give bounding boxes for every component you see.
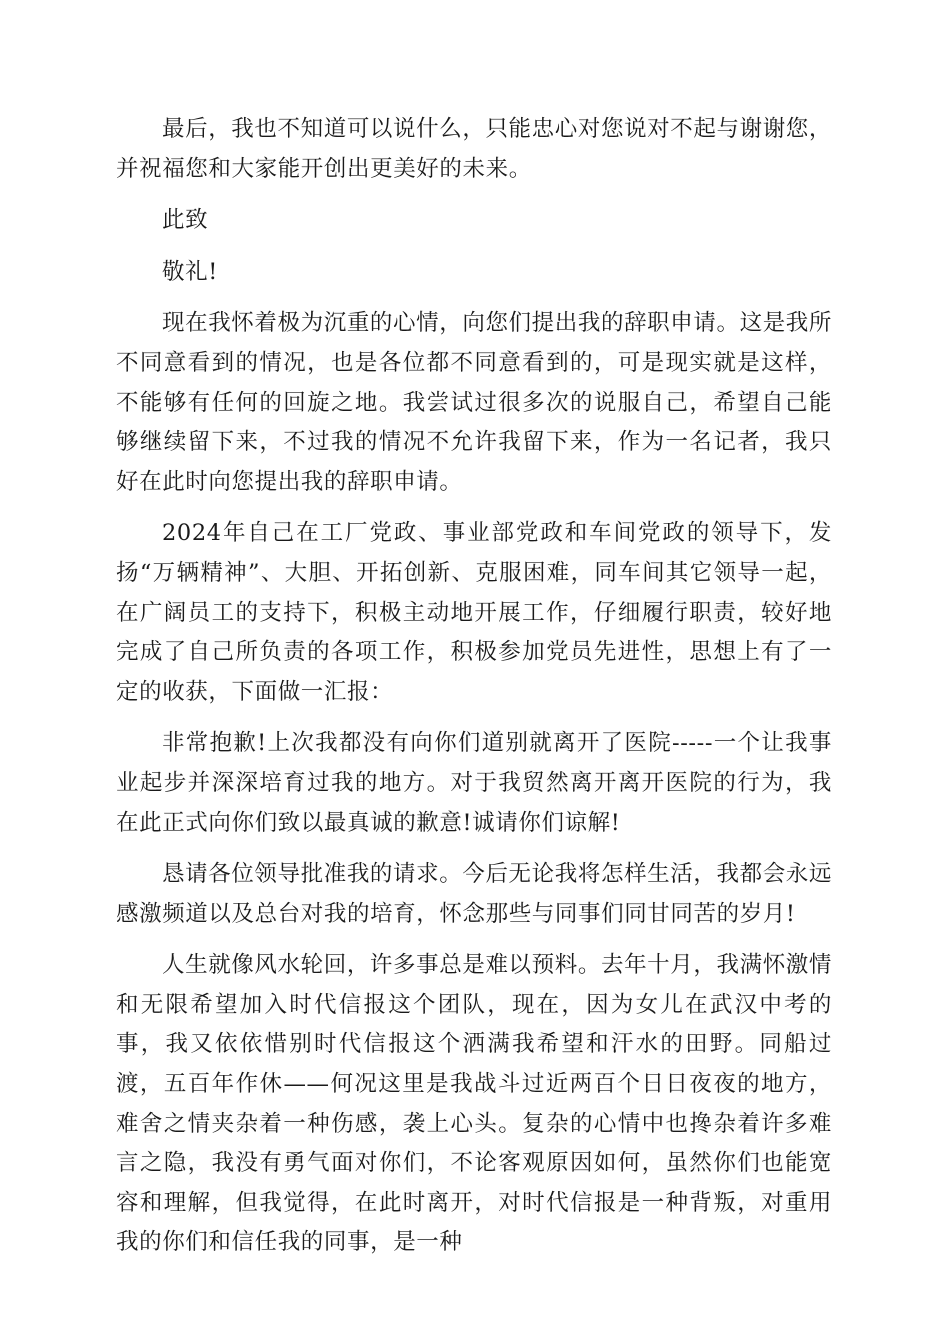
resignation-paragraph: 现在我怀着极为沉重的心情，向您们提出我的辞职申请。这是我所不同意看到的情况，也是各位都不同意看到的，可是现实就是这样，不能够有任何的回旋之地。我尝试过很多次的说服自己，希望自己能够继续留下来，不过我的情况不允许我留下来，作为一名记者，我只好在此时向您提出我的辞职申请。 [116, 310, 832, 495]
salutation-jingli: 敬礼! [162, 258, 218, 285]
document-page [116, 110, 832, 1275]
salutation-cizhi: 此致 [162, 207, 209, 234]
request-paragraph: 恳请各位领导批准我的请求。今后无论我将怎样生活，我都会永远感激频道以及总台对我的培育，怀念那些与同事们同甘同苦的岁月! [116, 861, 832, 927]
apology-paragraph: 非常抱歉!上次我都没有向你们道别就离开了医院-----一个让我事业起步并深深培育过我的地方。对于我贸然离开离开医院的行为，我在此正式向你们致以最真诚的歉意!诚请你们谅解! [116, 730, 832, 836]
work-report-paragraph: 2024年自己在工厂党政、事业部党政和车间党政的领导下，发扬“万辆精神”、大胆、开拓创新、克服困难，同车间其它领导一起，在广阔员工的支持下，积极主动地开展工作，仔细履行职责，较好地完成了自己所负责的各项工作，积极参加党员先进性，思想上有了一定的收获，下面做一汇报： [116, 520, 832, 705]
closing-paragraph: 最后，我也不知道可以说什么，只能忠心对您说对不起与谢谢您，并祝福您和大家能开创出更美好的未来。 [116, 116, 832, 182]
farewell-paragraph: 人生就像风水轮回，许多事总是难以预料。去年十月，我满怀激情和无限希望加入时代信报这个团队，现在，因为女儿在武汉中考的事，我又依依惜别时代信报这个洒满我希望和汗水的田野。同船过渡，五百年作休——何况这里是我战斗过近两百个日日夜夜的地方，难舍之情夹杂着一种伤感，袭上心头。复杂的心情中也搀杂着许多难言之隐，我没有勇气面对你们，不论客观原因如何，虽然你们也能宽容和理解，但我觉得，在此时离开，对时代信报是一种背叛，对重用我的你们和信任我的同事，是一种 [116, 952, 832, 1256]
